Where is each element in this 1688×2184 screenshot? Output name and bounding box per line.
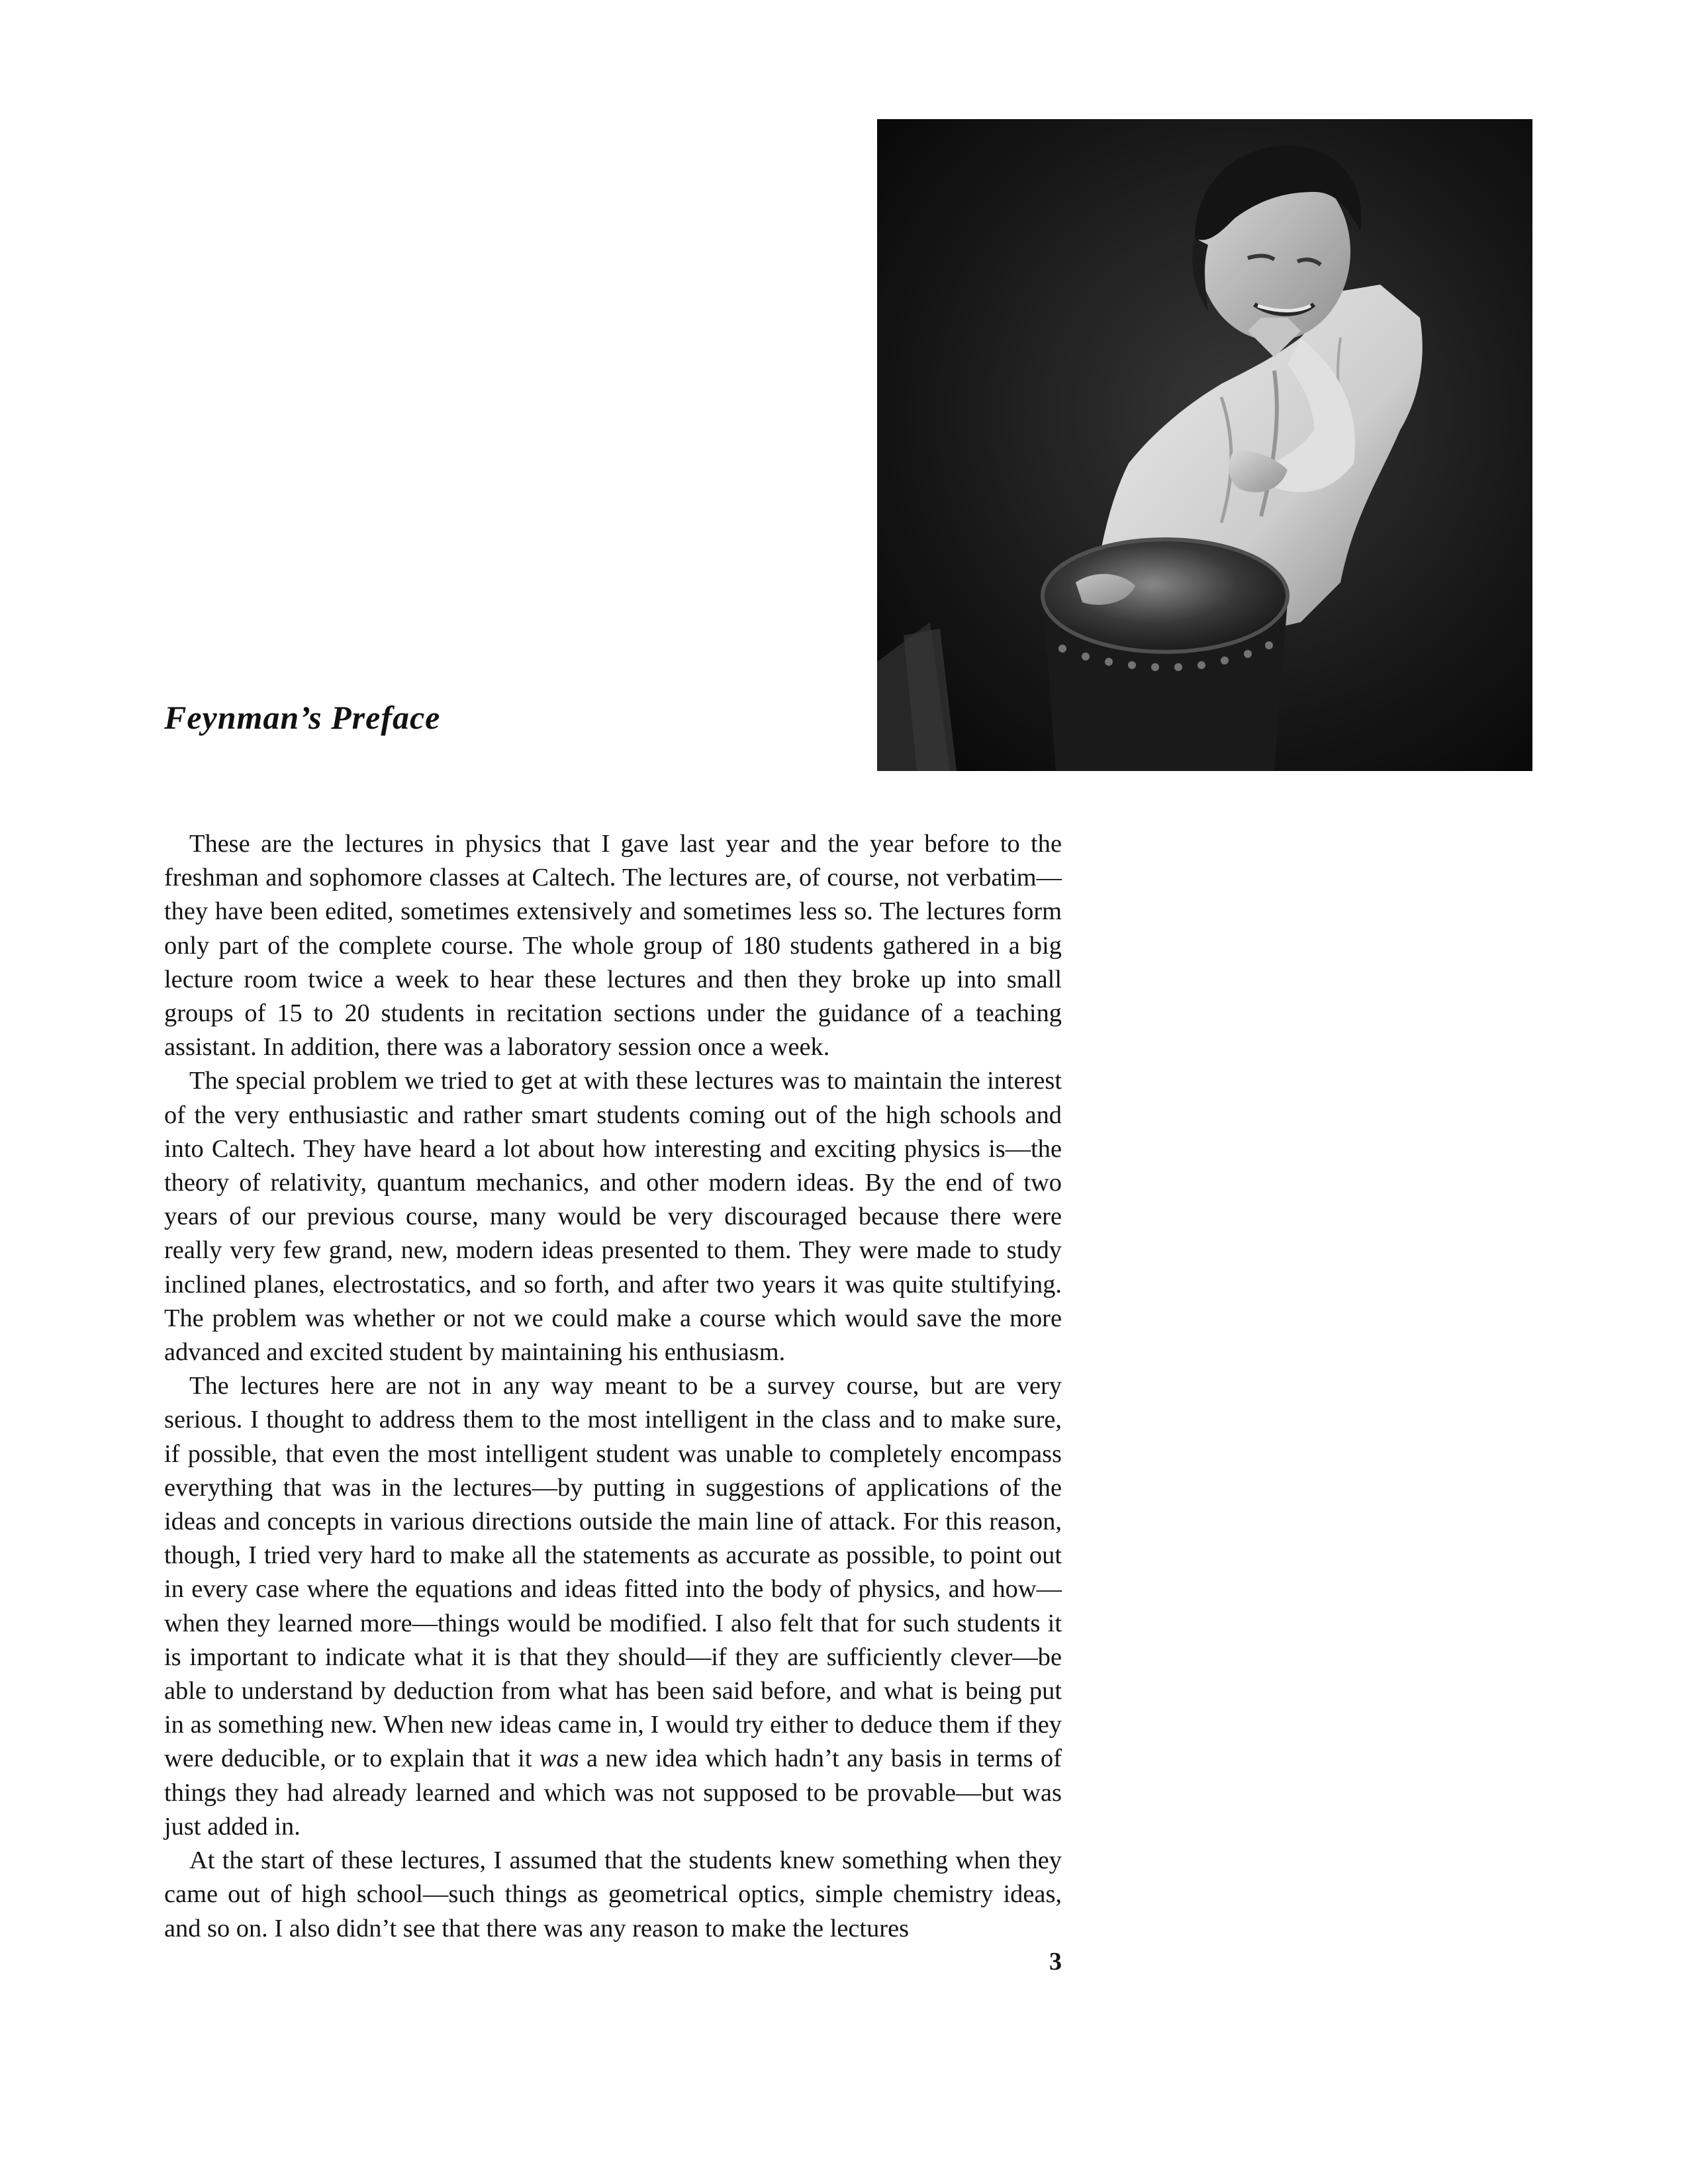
portrait-photo-icon bbox=[877, 119, 1532, 771]
paragraph-text: The lectures here are not in any way meant to be a survey course, but are very serious. I thought to address them to the most intelligent in the class and to make sure, if possible, that even the most intelligent student was unable to completely encompass everything that was in the lectures—by putting in suggestions of applications of the ideas and concepts in various directions outside the main line of attack. For this reason, though, I tried very hard to make all the statements as accurate as possible, to point out in every case where the equations and ideas fitted into the body of physics, and how—when they learned more—things would be modified. I also felt that for such students it is important to indicate what it is that they should—if they are sufficiently clever—be able to understand by deduction from what has been said before, and what is being put in as something new. When new ideas came in, I would try either to deduce them if they were deducible, or to explain that it bbox=[164, 1372, 1062, 1773]
paragraph: At the start of these lectures, I assumed that the students knew something when they came out of high school—such things as geometrical optics, simple chemistry ideas, and so on. I also didn’t see that there was any reason to make the lectures bbox=[164, 1846, 1062, 1942]
paragraph bbox=[164, 1369, 1062, 1844]
paragraph: These are the lectures in physics that I gave last year and the year before to the freshman and sophomore classes at Caltech. The lectures are, of course, not verbatim—they have been edited, sometimes extensively and sometimes less so. The lectures form only part of the complete course. The whole group of 180 students gathered in a big lecture room twice a week to hear these lectures and then they broke up into small groups of 15 to 20 students in recitation sections under the guidance of a teaching assistant. In addition, there was a laboratory session once a week. bbox=[164, 830, 1062, 1062]
emphasis-text: was bbox=[539, 1745, 579, 1773]
paragraph-text: The special problem we tried to get at with these lectures was to maintain the interest of the very enthusiastic and rather smart students coming out of the high schools and into Caltech. They have heard a lot about how interesting and exciting physics is—the theory of relativity, quantum mechanics, and other modern ideas. By the end of two years of our previous course, many would be very discouraged because there were really very few grand, new, modern ideas presented to them. They were made to study inclined planes, electrostatics, and so forth, and after two years it was quite stultifying. The problem was whether or not we could make a course which would save the more advanced and excited student by maintaining his enthusiasm. bbox=[164, 1067, 1062, 1367]
paragraph bbox=[164, 1064, 1062, 1369]
page-number: 3 bbox=[1049, 1948, 1062, 1976]
paragraph-text-continued: a new idea which hadn’t any basis in terms of things they had already learned and which was not supposed to be provable—but was just added in. bbox=[164, 1745, 1062, 1841]
page-title: Feynman’s Preface bbox=[164, 699, 441, 736]
portrait-photo bbox=[877, 119, 1532, 771]
preface-body bbox=[164, 827, 1062, 1946]
